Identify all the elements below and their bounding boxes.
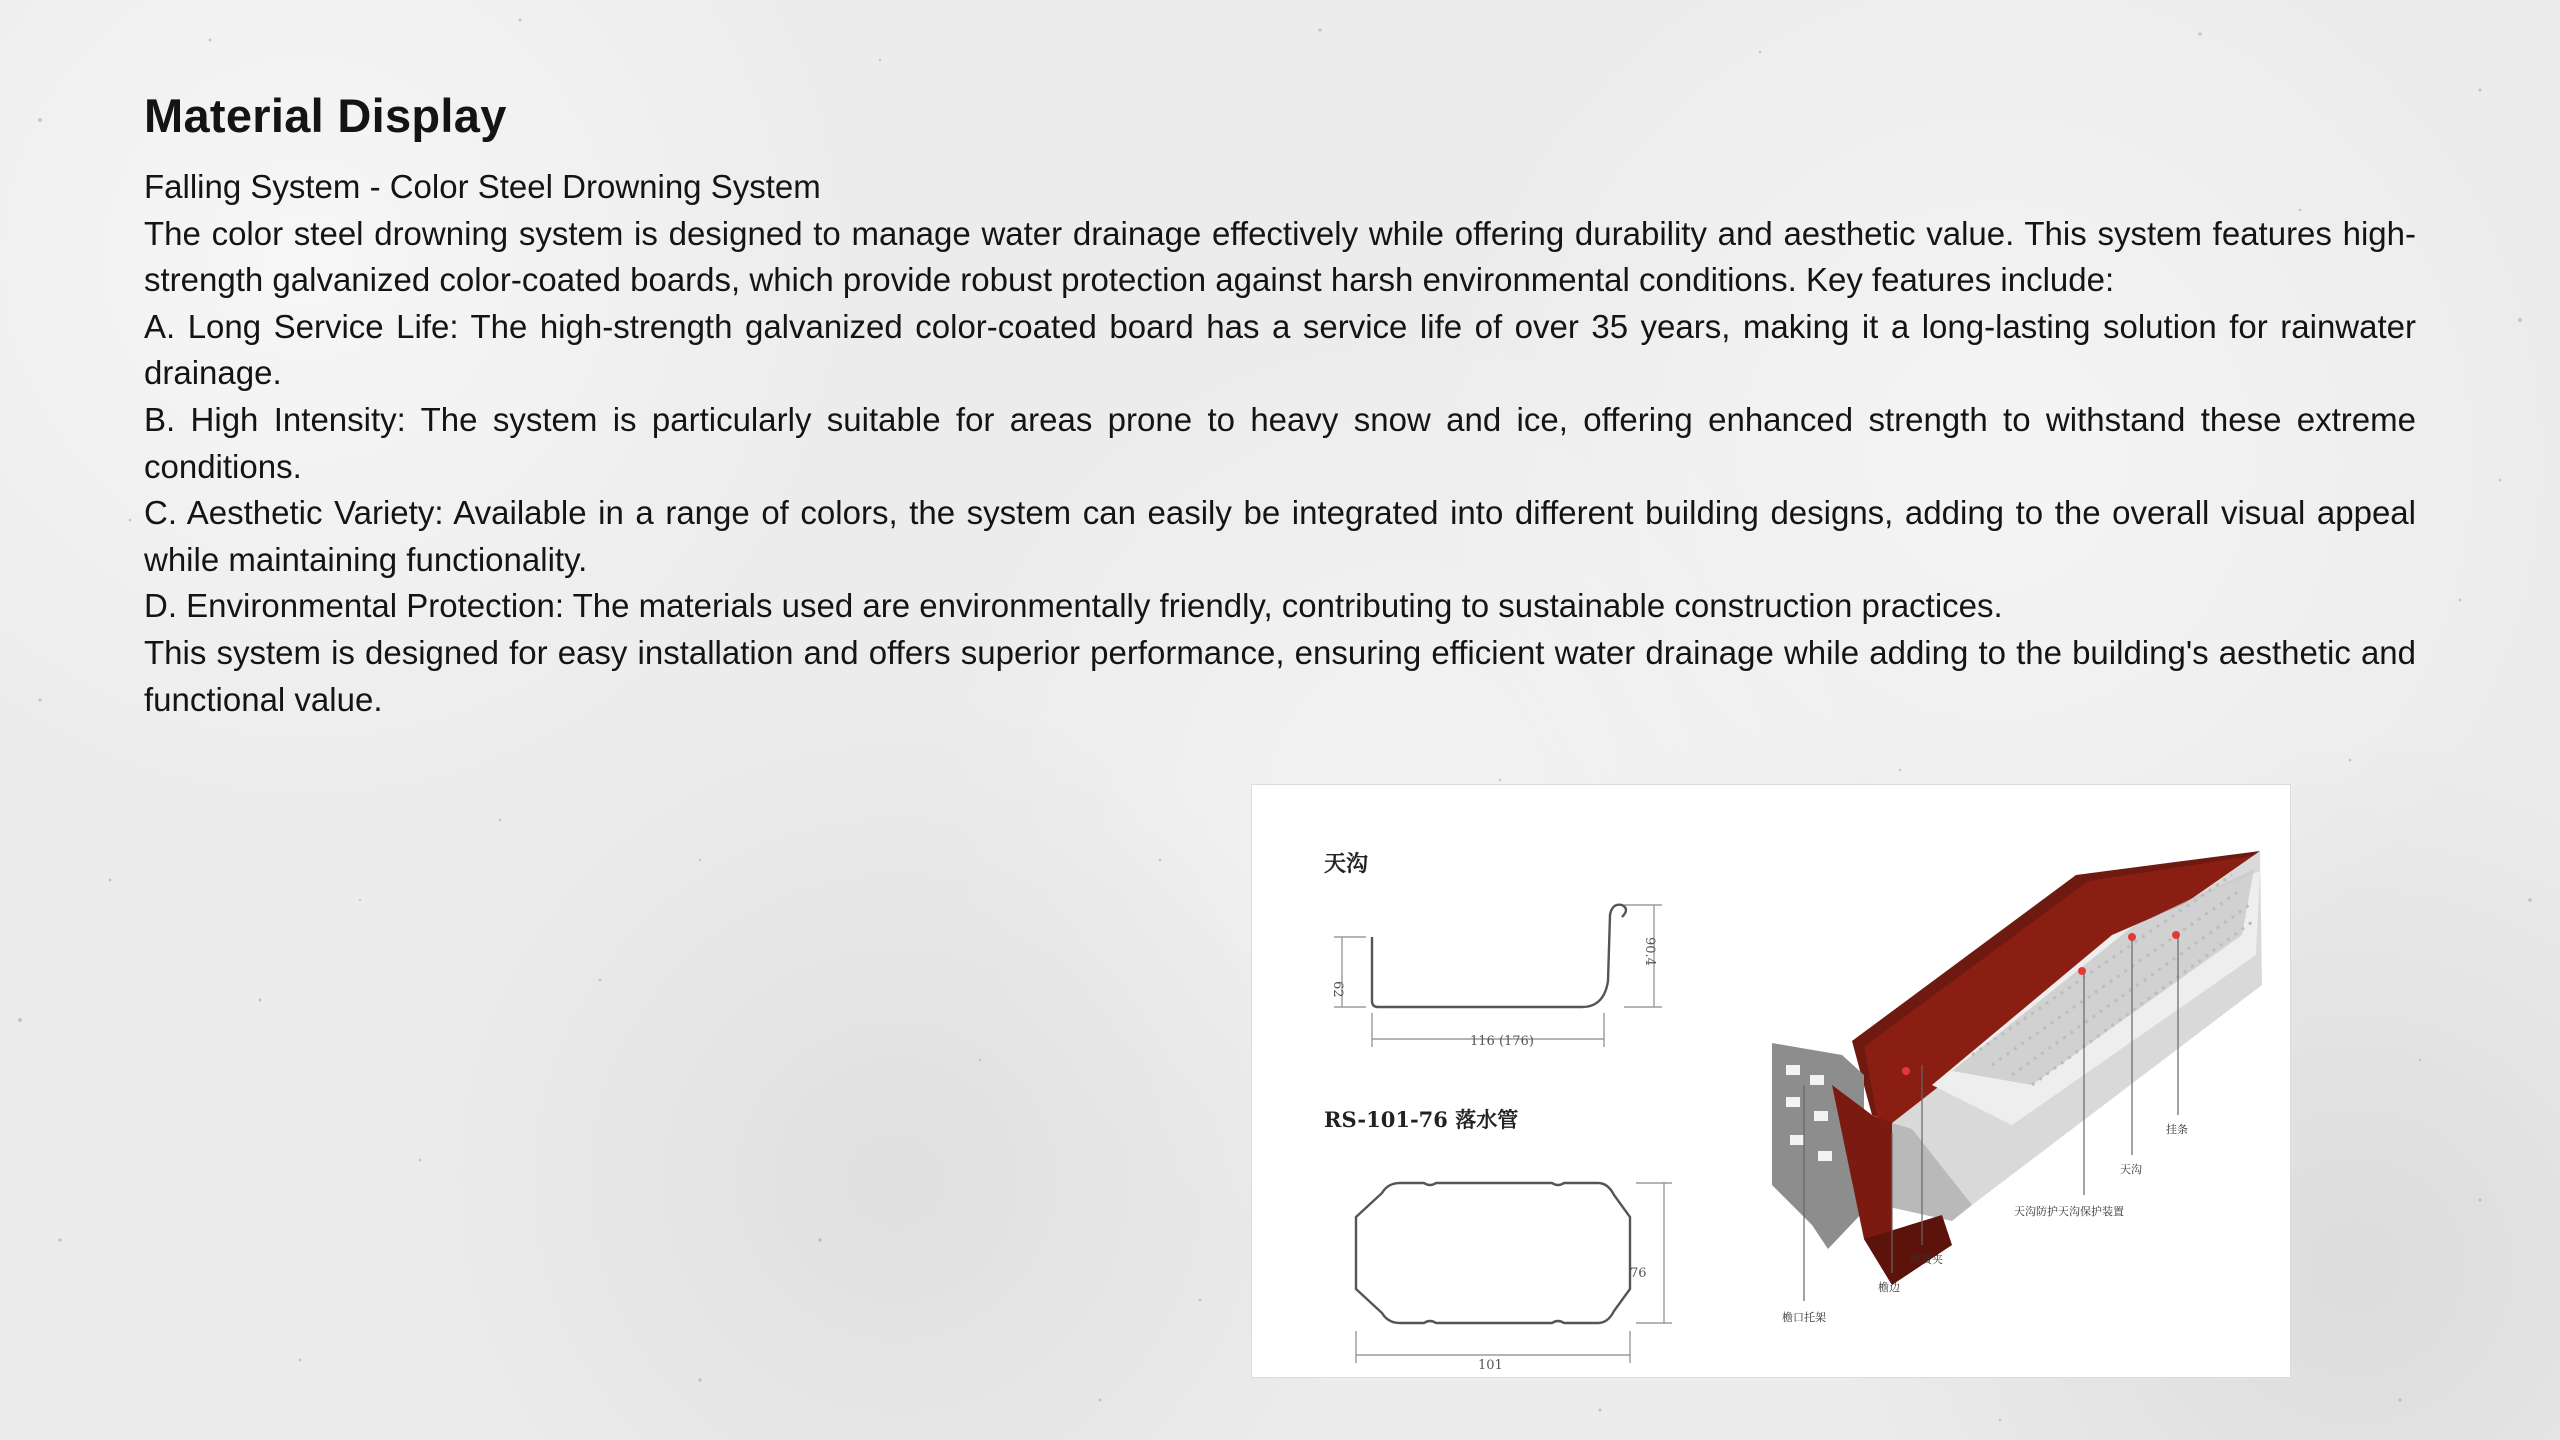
- gutter-width-dimension: 116 (176): [1470, 1034, 1534, 1049]
- closing-paragraph: This system is designed for easy installation and offers superior performance, ensuring efficient water drainage while adding to the building's aesthetic and functional value.: [144, 633, 2416, 718]
- callout-label: 弹簧夹: [1910, 1253, 1943, 1266]
- gutter-left-dimension: 62: [1330, 981, 1345, 998]
- gutter-3d-illustration: [1772, 851, 2262, 1285]
- feature-item: D. Environmental Protection: The materials used are environmentally friendly, contributing to sustainable construction practices.: [144, 587, 2003, 625]
- feature-item: B. High Intensity: The system is particularly suitable for areas prone to heavy snow and ice, offering enhanced strength to withstand these extreme conditions.: [144, 400, 2416, 485]
- gutter-dimensions: [1334, 905, 1662, 1047]
- gutter-right-dimension: 90.4: [1642, 937, 1657, 966]
- gutter-system-diagram: [1251, 784, 2291, 1378]
- downpipe-label: RS-101-76 落水管: [1324, 1107, 1519, 1132]
- downpipe-height-dimension: 76: [1630, 1266, 1647, 1281]
- callout-label: 檐边: [1878, 1281, 1900, 1294]
- body-text: [144, 164, 2416, 723]
- intro-paragraph: The color steel drowning system is designed to manage water drainage effectively while offering durability and aesthetic value. This system features high-strength galvanized color-coated boards, which provide robust protection against harsh environmental conditions. Key features include:: [144, 214, 2416, 299]
- callout-label: 檐口托架: [1782, 1311, 1826, 1324]
- downpipe-width-dimension: 101: [1478, 1358, 1503, 1373]
- text-content: [144, 82, 2416, 723]
- feature-item: A. Long Service Life: The high-strength galvanized color-coated board has a service life of over 35 years, making it a long-lasting solution for rainwater drainage.: [144, 307, 2416, 392]
- feature-item: C. Aesthetic Variety: Available in a range of colors, the system can easily be integrated into different building designs, adding to the overall visual appeal while maintaining functionality.: [144, 494, 2416, 578]
- subtitle: Falling System - Color Steel Drowning System: [144, 168, 821, 205]
- callout-label: 挂条: [2166, 1123, 2188, 1136]
- callout-label: 天沟: [2120, 1163, 2142, 1176]
- gutter-label: 天沟: [1324, 851, 1369, 877]
- gutter-profile: [1372, 905, 1626, 1007]
- downpipe-profile: [1356, 1183, 1630, 1323]
- callout-label: 天沟防护天沟保护装置: [2014, 1205, 2124, 1218]
- page-title: Material Display: [144, 89, 507, 142]
